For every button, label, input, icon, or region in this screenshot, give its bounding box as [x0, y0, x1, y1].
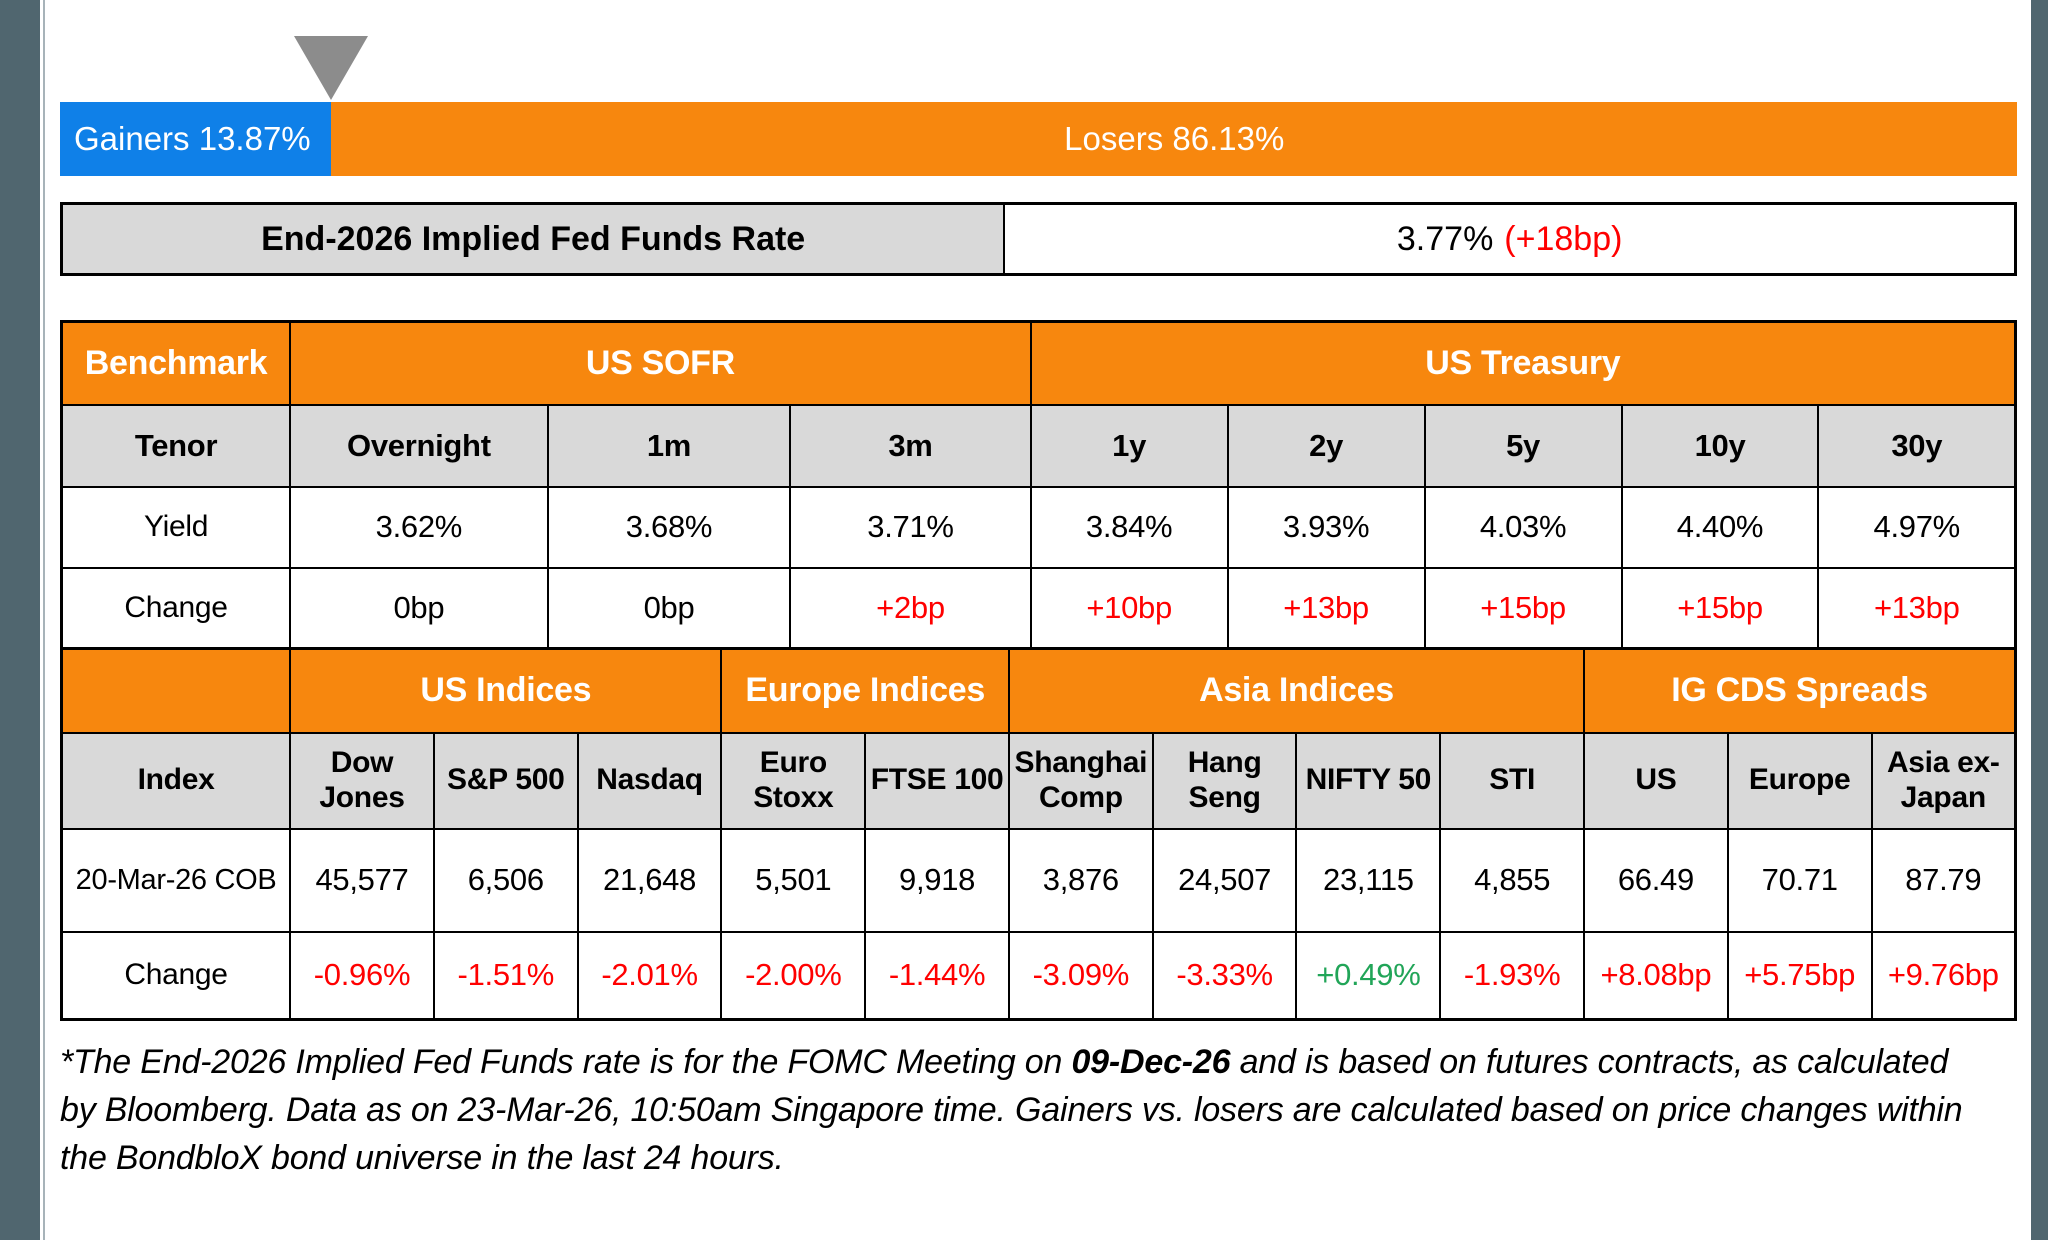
fed-funds-change: (+18bp): [1504, 219, 1623, 258]
footnote-bold-date: 09-Dec-26: [1071, 1043, 1231, 1081]
group-us-indices: US Indices: [290, 649, 721, 733]
indices-corner-cell: [62, 649, 291, 733]
index-header-cell: FTSE 100: [865, 733, 1009, 829]
yield-row: [62, 487, 2016, 568]
tenor-cell: 10y: [1622, 405, 1819, 487]
group-ig-cds-spreads: IG CDS Spreads: [1584, 649, 2015, 733]
tenor-cell: 2y: [1228, 405, 1425, 487]
row-label-yield: Yield: [62, 487, 291, 568]
tenor-cell: 5y: [1425, 405, 1622, 487]
index-header-cell: Asia ex-Japan: [1872, 733, 2016, 829]
tenor-cell: 3m: [790, 405, 1030, 487]
fed-funds-rate: 3.77%: [1396, 219, 1494, 258]
index-value-cell: 6,506: [434, 829, 578, 932]
index-header-cell: Hang Seng: [1153, 733, 1297, 829]
index-header-cell: S&P 500: [434, 733, 578, 829]
yield-cell: 4.40%: [1622, 487, 1819, 568]
change-cell: +15bp: [1425, 568, 1622, 649]
tenor-cell: 1y: [1031, 405, 1228, 487]
index-value-cell: 45,577: [290, 829, 434, 932]
change-cell: +10bp: [1031, 568, 1228, 649]
index-change-cell: -1.51%: [434, 932, 578, 1020]
gainers-label: Gainers 13.87%: [74, 120, 311, 157]
right-edge-strip: [2031, 0, 2048, 1240]
index-change-cell: -3.33%: [1153, 932, 1297, 1020]
footnote: [60, 1038, 1968, 1182]
left-edge-divider: [43, 0, 45, 1240]
footnote-text-2: and is based on futures contracts, as calculated by Bloomberg. Data as on 23-Mar-26, 10:50am Singapore time. Gainers vs. losers are calculated based on price changes within the BondbloX bond universe in the last 24 hours.: [60, 1043, 1963, 1177]
footnote-text-1: *The End-2026 Implied Fed Funds rate is for the FOMC Meeting on: [60, 1043, 1072, 1081]
row-label-index: Index: [62, 733, 291, 829]
row-label-change: Change: [62, 568, 291, 649]
indices-change-row: [62, 932, 2016, 1020]
index-value-cell: 23,115: [1296, 829, 1440, 932]
index-value-cell: 9,918: [865, 829, 1009, 932]
yield-cell: 3.84%: [1031, 487, 1228, 568]
indices-group-row: [62, 649, 2016, 733]
yield-cell: 4.03%: [1425, 487, 1622, 568]
benchmark-table: [60, 320, 2017, 650]
down-triangle-marker-icon: [294, 36, 368, 100]
yield-cell: 3.93%: [1228, 487, 1425, 568]
benchmark-corner-cell: Benchmark: [62, 322, 291, 405]
index-value-cell: 24,507: [1153, 829, 1297, 932]
yield-cell: 3.71%: [790, 487, 1030, 568]
change-cell: 0bp: [290, 568, 548, 649]
index-change-cell: +8.08bp: [1584, 932, 1728, 1020]
index-change-cell: +0.49%: [1296, 932, 1440, 1020]
index-header-cell: Euro Stoxx: [721, 733, 865, 829]
index-value-cell: 4,855: [1440, 829, 1584, 932]
tenor-cell: Overnight: [290, 405, 548, 487]
page-content: [60, 0, 2017, 1240]
yield-cell: 4.97%: [1818, 487, 2015, 568]
index-value-cell: 87.79: [1872, 829, 2016, 932]
index-header-row: [62, 733, 2016, 829]
index-header-cell: Europe: [1728, 733, 1872, 829]
index-change-cell: -1.44%: [865, 932, 1009, 1020]
change-cell: +13bp: [1818, 568, 2015, 649]
index-change-cell: -1.93%: [1440, 932, 1584, 1020]
yield-cell: 3.62%: [290, 487, 548, 568]
cob-value-row: [62, 829, 2016, 932]
group-us-sofr: US SOFR: [290, 322, 1031, 405]
fed-funds-row: [60, 202, 2017, 276]
index-change-cell: -2.01%: [578, 932, 722, 1020]
fed-funds-value: [1005, 205, 2014, 273]
index-header-cell: Shanghai Comp: [1009, 733, 1153, 829]
index-change-cell: +9.76bp: [1872, 932, 2016, 1020]
change-cell: +15bp: [1622, 568, 1819, 649]
index-header-cell: US: [1584, 733, 1728, 829]
row-label-tenor: Tenor: [62, 405, 291, 487]
index-value-cell: 70.71: [1728, 829, 1872, 932]
index-change-cell: -0.96%: [290, 932, 434, 1020]
benchmark-change-row: [62, 568, 2016, 649]
gainers-losers-bar: [60, 102, 2017, 176]
row-label-date: 20-Mar-26 COB: [62, 829, 291, 932]
index-header-cell: NIFTY 50: [1296, 733, 1440, 829]
losers-segment: [331, 102, 2017, 176]
index-header-cell: Dow Jones: [290, 733, 434, 829]
index-header-cell: Nasdaq: [578, 733, 722, 829]
gainers-segment: [60, 102, 331, 176]
group-us-treasury: US Treasury: [1031, 322, 2016, 405]
index-change-cell: +5.75bp: [1728, 932, 1872, 1020]
benchmark-group-row: [62, 322, 2016, 405]
index-value-cell: 66.49: [1584, 829, 1728, 932]
left-edge-strip: [0, 0, 40, 1240]
yield-cell: 3.68%: [548, 487, 791, 568]
change-cell: 0bp: [548, 568, 791, 649]
change-cell: +2bp: [790, 568, 1030, 649]
index-value-cell: 21,648: [578, 829, 722, 932]
tenor-cell: 30y: [1818, 405, 2015, 487]
group-europe-indices: Europe Indices: [721, 649, 1009, 733]
indices-table: [60, 647, 2017, 1021]
tenor-cell: 1m: [548, 405, 791, 487]
index-change-cell: -3.09%: [1009, 932, 1153, 1020]
fed-funds-label: End-2026 Implied Fed Funds Rate: [63, 205, 1005, 273]
group-asia-indices: Asia Indices: [1009, 649, 1584, 733]
change-cell: +13bp: [1228, 568, 1425, 649]
index-value-cell: 5,501: [721, 829, 865, 932]
row-label-indices-change: Change: [62, 932, 291, 1020]
index-value-cell: 3,876: [1009, 829, 1153, 932]
index-change-cell: -2.00%: [721, 932, 865, 1020]
tenor-row: [62, 405, 2016, 487]
losers-label: Losers 86.13%: [1064, 120, 1285, 157]
index-header-cell: STI: [1440, 733, 1584, 829]
